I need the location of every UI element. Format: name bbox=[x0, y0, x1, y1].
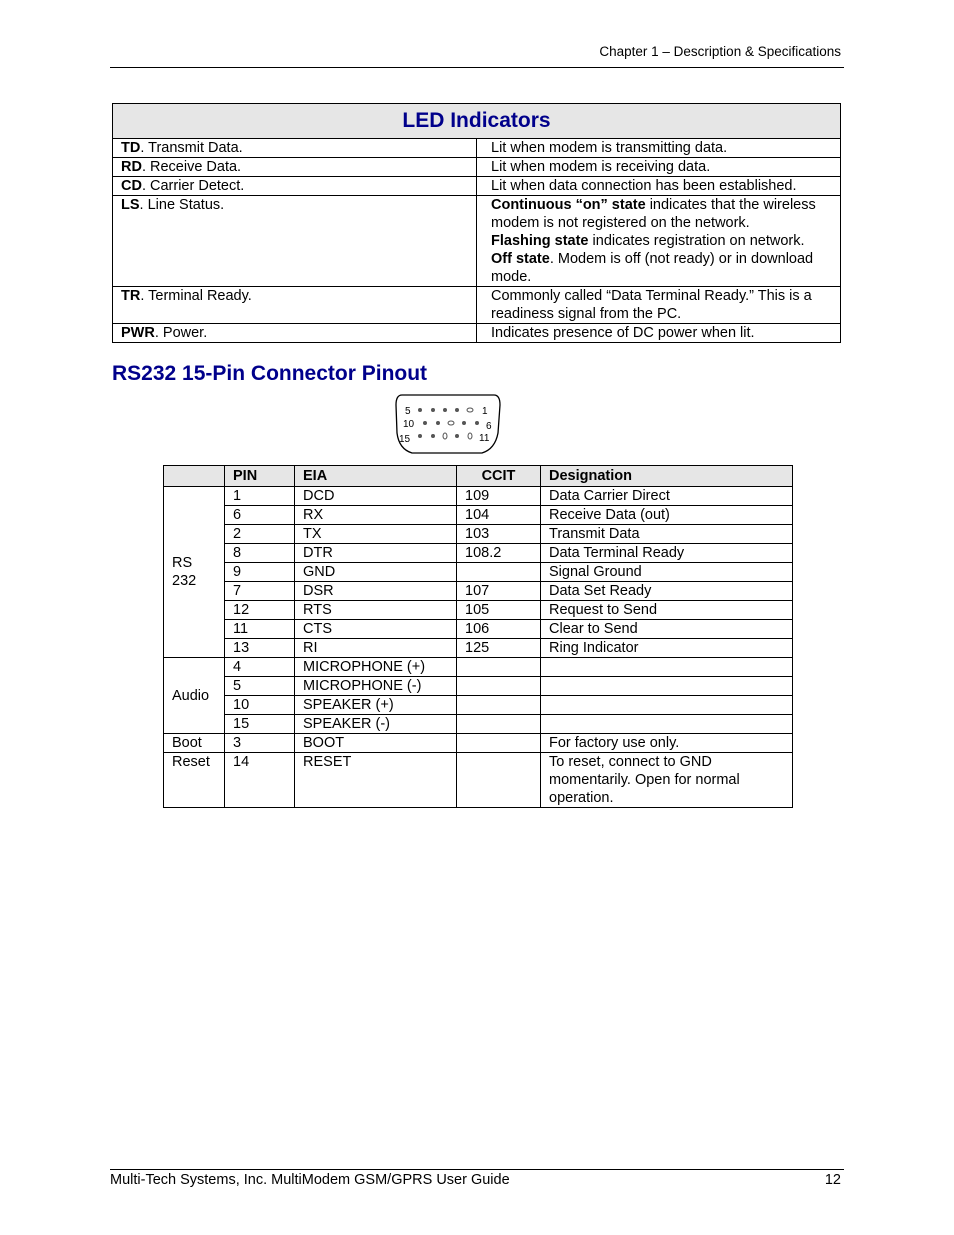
pinout-row bbox=[164, 582, 793, 601]
pin-ccit-cell bbox=[457, 658, 541, 677]
led-description-line bbox=[491, 177, 832, 195]
pin-pin-cell: 13 bbox=[225, 639, 295, 658]
led-table-title-row bbox=[113, 104, 841, 139]
led-code: TD bbox=[121, 140, 141, 156]
pin-pin-cell: 7 bbox=[225, 582, 295, 601]
pin-eia-cell: TX bbox=[295, 525, 457, 544]
db15-connector-diagram bbox=[394, 393, 502, 457]
pin-pin-cell: 1 bbox=[225, 487, 295, 506]
led-state-label: Off state bbox=[491, 251, 550, 267]
pin-pin-cell: 12 bbox=[225, 601, 295, 620]
led-code: RD bbox=[121, 159, 142, 175]
pin-pin-cell: 3 bbox=[225, 734, 295, 753]
pinout-row bbox=[164, 753, 793, 808]
pin-pin-cell: 10 bbox=[225, 696, 295, 715]
pin-ccit-cell bbox=[457, 734, 541, 753]
pin-eia-cell: RESET bbox=[295, 753, 457, 808]
pin-pin-cell: 6 bbox=[225, 506, 295, 525]
pin-designation-cell: Request to Send bbox=[541, 601, 793, 620]
led-code: LS bbox=[121, 197, 140, 213]
pinout-row bbox=[164, 487, 793, 506]
led-description-line bbox=[491, 250, 832, 286]
pin-pin-cell: 2 bbox=[225, 525, 295, 544]
pin-ccit-cell: 109 bbox=[457, 487, 541, 506]
pin-pin-cell: 11 bbox=[225, 620, 295, 639]
pin-designation-cell bbox=[541, 696, 793, 715]
led-row bbox=[113, 324, 841, 343]
led-name-cell bbox=[113, 139, 477, 158]
led-state-label: Continuous “on” state bbox=[491, 197, 646, 213]
pin-ccit-cell: 107 bbox=[457, 582, 541, 601]
pin-dot bbox=[418, 434, 422, 438]
pinout-table bbox=[163, 465, 793, 808]
led-code: PWR bbox=[121, 325, 155, 341]
led-description-text: . Modem is off (not ready) or in download mode. bbox=[491, 251, 814, 285]
led-row bbox=[113, 287, 841, 324]
pin-ccit-cell: 125 bbox=[457, 639, 541, 658]
pin-ccit-cell: 105 bbox=[457, 601, 541, 620]
pin-ccit-cell bbox=[457, 677, 541, 696]
pin-label-6: 6 bbox=[486, 421, 492, 432]
pinout-row bbox=[164, 658, 793, 677]
pin-group-label: Audio bbox=[164, 658, 225, 734]
pin-ccit-cell: 104 bbox=[457, 506, 541, 525]
pin-label-1: 1 bbox=[482, 406, 488, 417]
pinout-row bbox=[164, 563, 793, 582]
pin-designation-cell: Data Set Ready bbox=[541, 582, 793, 601]
pin-dot bbox=[423, 421, 427, 425]
footer-guide-title: Multi-Tech Systems, Inc. MultiModem GSM/GPRS User Guide bbox=[110, 1172, 510, 1188]
pin-designation-cell: Data Carrier Direct bbox=[541, 487, 793, 506]
led-description-text: Lit when modem is receiving data. bbox=[491, 159, 711, 175]
led-row bbox=[113, 139, 841, 158]
led-description-text: Indicates presence of DC power when lit. bbox=[491, 325, 755, 341]
led-code: TR bbox=[121, 288, 141, 304]
led-name: . Terminal Ready. bbox=[140, 288, 252, 304]
pin-eia-cell: DCD bbox=[295, 487, 457, 506]
pin-label-10: 10 bbox=[403, 419, 415, 430]
pin-eia-cell: RI bbox=[295, 639, 457, 658]
pin-eia-cell: BOOT bbox=[295, 734, 457, 753]
col-header-designation: Designation bbox=[541, 466, 793, 487]
led-name: . Line Status. bbox=[139, 197, 225, 213]
pin-group-label: Boot bbox=[164, 734, 225, 753]
pin-ccit-cell bbox=[457, 715, 541, 734]
pin-eia-cell: GND bbox=[295, 563, 457, 582]
pin-dot bbox=[418, 408, 422, 412]
footer-rule bbox=[110, 1169, 844, 1170]
led-description-line bbox=[491, 158, 832, 176]
pinout-row bbox=[164, 525, 793, 544]
pinout-header-row bbox=[164, 466, 793, 487]
led-name-cell bbox=[113, 287, 477, 324]
led-description-cell bbox=[477, 139, 841, 158]
led-code: CD bbox=[121, 178, 142, 194]
pin-designation-cell: For factory use only. bbox=[541, 734, 793, 753]
pinout-row bbox=[164, 715, 793, 734]
led-description-line bbox=[491, 196, 832, 232]
col-header-pin: PIN bbox=[225, 466, 295, 487]
led-name-cell bbox=[113, 324, 477, 343]
pin-dot bbox=[443, 408, 447, 412]
pin-eia-cell: MICROPHONE (+) bbox=[295, 658, 457, 677]
led-name: . Transmit Data. bbox=[140, 140, 243, 156]
pin-dot bbox=[475, 421, 479, 425]
led-row bbox=[113, 177, 841, 196]
led-description-line bbox=[491, 232, 832, 250]
led-description-cell bbox=[477, 324, 841, 343]
pin-dot bbox=[431, 434, 435, 438]
pin-designation-cell: To reset, connect to GND momentarily. Open for normal operation. bbox=[541, 753, 793, 808]
pin-dot bbox=[455, 408, 459, 412]
pin-pin-cell: 9 bbox=[225, 563, 295, 582]
pin-dot bbox=[462, 421, 466, 425]
led-description-line bbox=[491, 139, 832, 157]
led-name: . Receive Data. bbox=[141, 159, 242, 175]
pin-ccit-cell: 106 bbox=[457, 620, 541, 639]
led-name-cell bbox=[113, 177, 477, 196]
led-name-cell bbox=[113, 158, 477, 177]
led-description-line bbox=[491, 287, 832, 323]
col-header-group bbox=[164, 466, 225, 487]
pin-pin-cell: 4 bbox=[225, 658, 295, 677]
pin-ccit-cell: 103 bbox=[457, 525, 541, 544]
pin-designation-cell bbox=[541, 715, 793, 734]
pin-ccit-cell bbox=[457, 563, 541, 582]
led-description-text: Lit when modem is transmitting data. bbox=[491, 140, 728, 156]
led-description-text: Lit when data connection has been established. bbox=[491, 178, 797, 194]
pin-label-15: 15 bbox=[399, 434, 411, 445]
pin-ccit-cell bbox=[457, 696, 541, 715]
pinout-row bbox=[164, 639, 793, 658]
pin-pin-cell: 5 bbox=[225, 677, 295, 696]
pinout-row bbox=[164, 696, 793, 715]
pin-designation-cell: Signal Ground bbox=[541, 563, 793, 582]
pin-pin-cell: 8 bbox=[225, 544, 295, 563]
led-table-title: LED Indicators bbox=[113, 104, 841, 139]
pin-eia-cell: RX bbox=[295, 506, 457, 525]
led-name: . Carrier Detect. bbox=[141, 178, 245, 194]
led-row bbox=[113, 196, 841, 287]
pinout-heading: RS232 15-Pin Connector Pinout bbox=[112, 362, 428, 385]
led-indicators-table bbox=[112, 103, 841, 343]
pin-eia-cell: DTR bbox=[295, 544, 457, 563]
led-description-line bbox=[491, 324, 832, 342]
pin-designation-cell: Receive Data (out) bbox=[541, 506, 793, 525]
header-rule bbox=[110, 67, 844, 68]
led-row bbox=[113, 158, 841, 177]
led-state-label: Flashing state bbox=[491, 233, 589, 249]
led-name: . Power. bbox=[154, 325, 208, 341]
pin-pin-cell: 14 bbox=[225, 753, 295, 808]
pin-eia-cell: SPEAKER (-) bbox=[295, 715, 457, 734]
pinout-row bbox=[164, 506, 793, 525]
col-header-eia: EIA bbox=[295, 466, 457, 487]
pin-eia-cell: RTS bbox=[295, 601, 457, 620]
pin-eia-cell: DSR bbox=[295, 582, 457, 601]
led-description-cell bbox=[477, 177, 841, 196]
pin-designation-cell: Transmit Data bbox=[541, 525, 793, 544]
led-name-cell bbox=[113, 196, 477, 287]
pin-eia-cell: MICROPHONE (-) bbox=[295, 677, 457, 696]
pin-ccit-cell: 108.2 bbox=[457, 544, 541, 563]
pin-dot bbox=[436, 421, 440, 425]
chapter-title: Chapter 1 – Description & Specifications bbox=[599, 44, 841, 59]
pin-eia-cell: SPEAKER (+) bbox=[295, 696, 457, 715]
col-header-ccit: CCIT bbox=[457, 466, 541, 487]
pin-eia-cell: CTS bbox=[295, 620, 457, 639]
pin-designation-cell bbox=[541, 677, 793, 696]
pin-designation-cell: Ring Indicator bbox=[541, 639, 793, 658]
pin-designation-cell: Clear to Send bbox=[541, 620, 793, 639]
pinout-row bbox=[164, 544, 793, 563]
pin-designation-cell: Data Terminal Ready bbox=[541, 544, 793, 563]
page-number: 12 bbox=[824, 1172, 841, 1188]
pinout-row bbox=[164, 620, 793, 639]
pin-pin-cell: 15 bbox=[225, 715, 295, 734]
pin-group-label: RS 232 bbox=[164, 487, 225, 658]
pin-ccit-cell bbox=[457, 753, 541, 808]
pinout-row bbox=[164, 601, 793, 620]
pin-dot bbox=[455, 434, 459, 438]
led-description-cell bbox=[477, 196, 841, 287]
pin-group-label: Reset bbox=[164, 753, 225, 808]
pin-designation-cell bbox=[541, 658, 793, 677]
pin-label-11: 11 bbox=[479, 433, 490, 444]
led-description-cell bbox=[477, 158, 841, 177]
led-description-cell bbox=[477, 287, 841, 324]
led-description-text: indicates registration on network. bbox=[588, 233, 805, 249]
pin-label-5: 5 bbox=[405, 406, 411, 417]
led-description-text: Commonly called “Data Terminal Ready.” This is a readiness signal from the PC. bbox=[491, 288, 812, 322]
pinout-row bbox=[164, 677, 793, 696]
pin-dot bbox=[431, 408, 435, 412]
led-description-text: indicates that the wireless modem is not registered on the network. bbox=[491, 197, 816, 231]
pinout-row bbox=[164, 734, 793, 753]
